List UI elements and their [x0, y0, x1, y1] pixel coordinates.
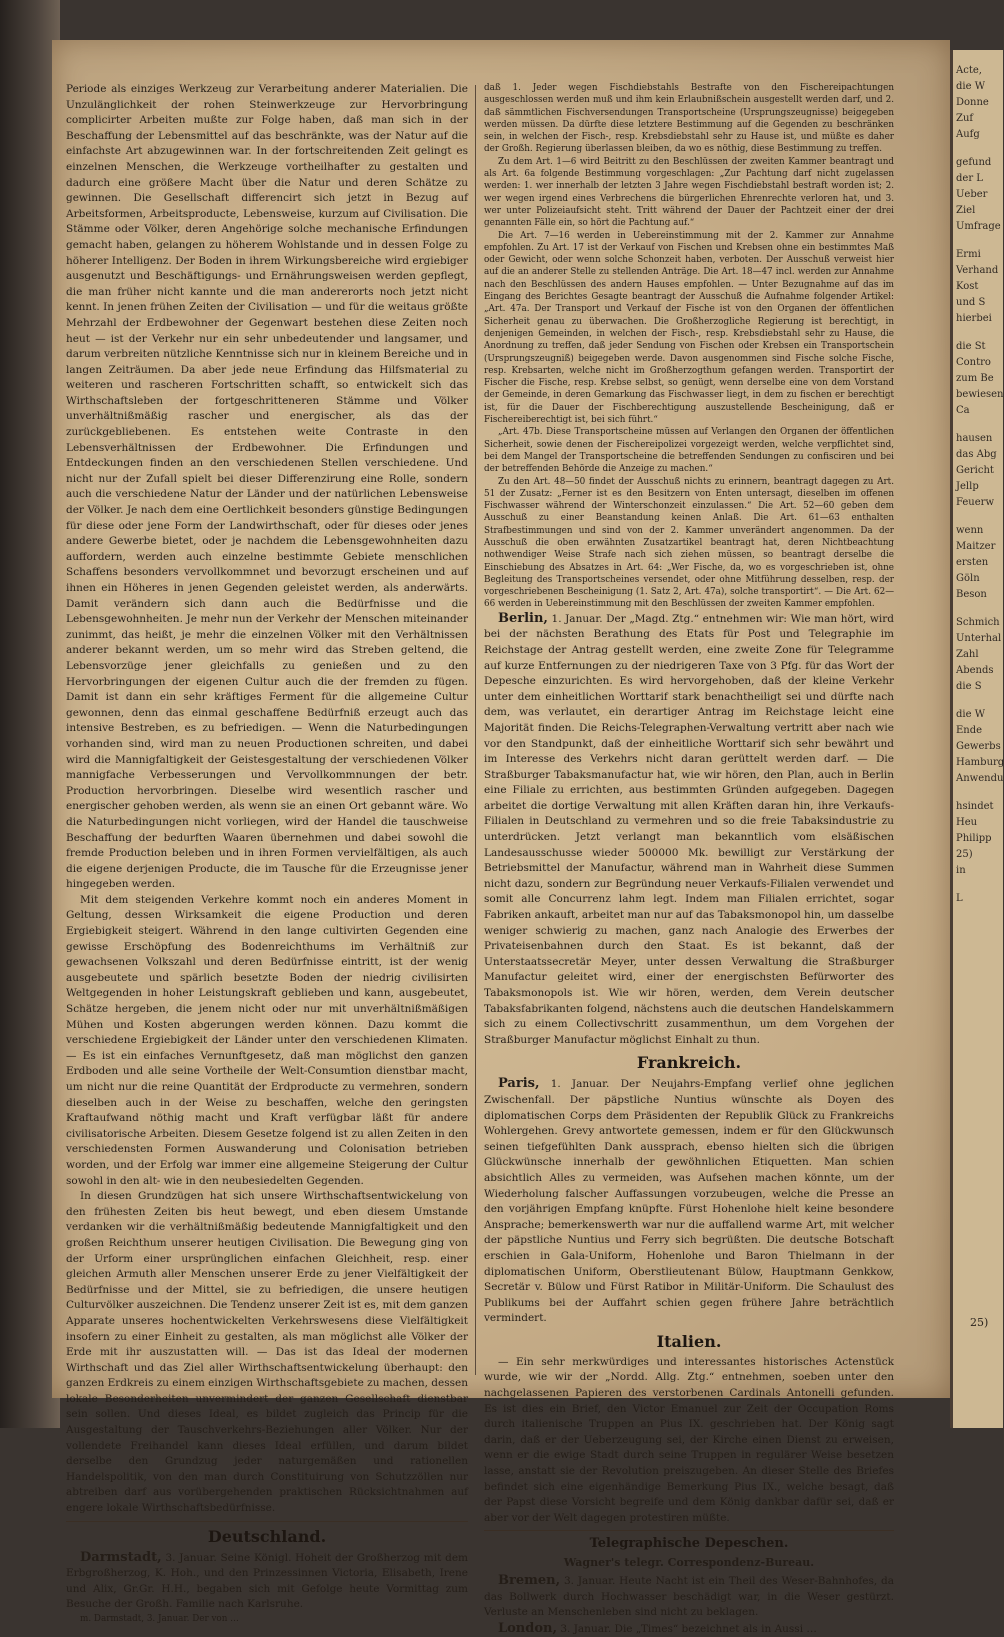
- report-paragraph: Zu dem Art. 1—6 wird Beitritt zu den Beschlüssen der zweiten Kammer beantragt und als Art. 6a folgende Bestimmung vorgeschlagen: „Zur Pachtung darf nicht zugelassen werden: 1. wer innerhalb der letzten 3 Jahre wegen Fischdiebstahl bestraft worden ist; 2. wer wegen irgend eines Verbrechens die bürgerlichen Ehrenrechte verloren hat, und 3. wer unter Polizeiaufsicht steht. Tritt während der Dauer der Pachtzeit einer der drei genannten Fälle ein, so hört die Pachtung auf.“: [484, 156, 894, 229]
- adjacent-page-fragment: Göln: [956, 573, 980, 584]
- dateline: Berlin,: [498, 610, 548, 626]
- section-heading-frankreich: Frankreich.: [636, 1053, 742, 1073]
- london-news: [484, 1621, 894, 1637]
- news-text: Seine Königl. Hoheit der Großherzog mit dem Erbgroßherzog, K. Hoh., und den Prinzessinnen Victoria, Elisabeth, Irene und Alix, Gr.Gr. H.H., begaben sich mit Gefolge heute Vormittag zum Besuche der Großh. Familie nach Karlsruhe.: [66, 1551, 468, 1611]
- adjacent-page-fragment: Ca: [956, 405, 970, 416]
- right-column: [484, 82, 894, 1637]
- adjacent-page-fragment: das Abg: [956, 449, 997, 460]
- adjacent-page-fragment: Schmich: [956, 617, 1000, 628]
- adjacent-page-fragment: hausen: [956, 433, 993, 444]
- darmstadt-news: [66, 1550, 468, 1613]
- adjacent-page-fragment: Gewerbs: [956, 741, 1001, 752]
- adjacent-page-fragment: und S: [956, 297, 986, 308]
- telegraph-heading: Telegraphische Depeschen.: [589, 1536, 789, 1552]
- article-paragraph: Periode als einziges Werkzeug zur Verarbeitung anderer Materialien. Die Unzulänglichkeit der rohen Steinwerkzeuge zur Hervorbringung complicirter Arbeiten mußte zur Folge haben, daß man sich in der Beschaffung der Lebensmittel auf das beschränkte, was der Natur auf die einfachste Art abzugewinnen war. In der fortschreitenden Zeit gelingt es einzelnen Menschen, die Werkzeuge vortheilhafter zu gestalten und dadurch eine größere Macht über die Natur und deren Schätze zu gewinnen. Die Gesellschaft differencirt sich jetzt in Bezug auf Arbeitsformen, Arbeitsproducte, Lebensweise, kurzum auf Civilisation. Die Stämme oder Völker, deren Angehörige solche mechanische Erfindungen gemacht haben, gelangen zu höherem Wohlstande und in dessen Folge zu höherer Intelligenz. Der Boden in ihrem Wirkungsbereiche wird ergiebiger ausgenutzt und Beschäftigungs- und Ernährungsweisen werden gepflegt, die man früher nicht kannte und die man andererorts noch jetzt nicht kennt. In jenen frühen Zeiten der Civilisation — und für die weitaus größte Mehrzahl der Erdbewohner der Gegenwart bestehen diese Zeiten noch heut — ist der Verkehr nur ein sehr unbedeutender und langsamer, und darum verbreiten nützliche Kenntnisse sich nur in kleinem Bereiche und in langen Zeiträumen. Da aber jede neue Erfindung das Hilfsmaterial zu weiteren und rascheren Fortschritten schafft, so entwickelt sich das Wirthschaftsleben der fortgeschritteneren Stämme und Völker unverhältnißmäßig rascher und energischer, als das der zurückgebliebenen. Es entstehen weite Contraste in den Lebensverhältnissen der Erdbewohner. Die Erfindungen und Entdeckungen finden an den verschiedenen Stellen verschiedene. Und nicht nur der Zufall spielt bei dieser Differenzirung eine Rolle, sondern auch die verschiedene Natur der Länder und der natürlichen Lebensweise der Völker. Je nach dem eine Oertlichkeit besonders günstige Bedingungen für diese oder jene Form der Landwirthschaft, oder für dieses oder jenes andere Gewerbe bietet, oder je nachdem die Lebensgewohnheiten dazu auffordern, werden auch einzelne bestimmte Gebiete menschlichen Schaffens besonders vervollkommnet und bevorzugt erscheinen und auf ihnen ein Höheres in jenen Gegenden geleistet werden, als anderwärts. Damit verändern sich dann auch die Bedürfnisse und die Lebensgewohnheiten. Je mehr nun der Verkehr der Menschen miteinander zunimmt, das heißt, je mehr die einzelnen Völker mit den Verhältnissen anderer bekannt werden, um so mehr wird das Streben geltend, die Lebensvorzüge jener gleichfalls zu genießen und zu den Hervorbringungen der eigenen Cultur auch die der fremden zu fügen. Damit ist dann ein sehr kräftiges Ferment für die allgemeine Cultur gewonnen, denn das einmal geschaffene Bedürfniß erzeugt auch das intensive Bestreben, es zu befriedigen. — Wenn die Naturbedingungen vorhanden sind, wird man zu neuen Productionen schreiten, und dabei wird die Mannigfaltigkeit der Geistesgestaltung der verschiedenen Völker mannigfache Verbesserungen und Vervollkommnungen der betr. Production hervorbringen. Dieselbe wird wesentlich rascher und energischer gehoben werden, als wenn sie an einen Ort gebannt wäre. Wo die Naturbedingungen nicht vorliegen, wird der Handel die tauschweise Beschaffung der bedurften Waaren übernehmen und dabei sowohl die fremde Production beleben und in ihren Formen vervielfältigen, als auch die eigene derjenigen Producte, die im Tausche für die Erzeugnisse jener hingegeben werden.: [66, 83, 468, 891]
- adjacent-page-strip: [950, 50, 1003, 1428]
- page-number: 25): [970, 1316, 989, 1329]
- date: 1. Januar.: [551, 612, 603, 625]
- adjacent-page-fragment: Gericht: [956, 465, 994, 476]
- adjacent-page-fragment: in: [956, 865, 966, 876]
- adjacent-page-fragment: Maitzer: [956, 541, 996, 552]
- adjacent-page-fragment: Aufg: [956, 129, 980, 140]
- adjacent-page-fragment: Anwendu: [956, 773, 1004, 784]
- adjacent-page-fragment: Ziel: [956, 205, 976, 216]
- news-text: Der „Magd. Ztg.“ entnehmen wir: Wie man hört, wird bei der nächsten Berathung des Etats für Post und Telegraphie im Reichstage der Antrag gestellt werden, eine zweite Zone für Telegramme auf kurze Entfernungen zu der niedrigeren Taxe von 3 Pfg. für das Wort der Depesche einzurichten. Es wird hervorgehoben, daß der kleine Verkehr unter dem einheitlichen Worttarif stark benachtheiligt sei und dürfte nach dem, was verlautet, ein derartiger Antrag im Reichstage leicht eine Majorität finden. Die Reichs-Telegraphen-Verwaltung vertritt aber nach wie vor den Standpunkt, daß der einheitliche Worttarif sich sehr bewährt und im Interesse des Verkehrs nicht daran gerüttelt werden darf. — Die Straßburger Tabaksmanufactur hat, wie wir hören, den Plan, auch in Berlin eine Filiale zu errichten, aus bestimmten Gründen aufgegeben. Dagegen arbeitet die dortige Verwaltung mit allen Kräften daran hin, ihre Verkaufs-Filialen in Deutschland zu vermehren und so die freie Tabaksindustrie zu unterdrücken. Jetzt verlangt man bekanntlich vom elsäßischen Landesausschusse wieder 500000 Mk. bewilligt zur Verstärkung der Betriebsmittel der Manufactur, während man in Wahrheit diese Summen nicht dazu, sondern zur Begründung neuer Verkaufs-Filialen verwendet und somit alle Concurrenz lahm legt. Indem man Filialen errichtet, sogar Fabriken ankauft, arbeitet man nur auf das Tabaksmonopol hin, um dasselbe weniger schwierig zu machen, ganz nach Analogie des Erwerbes der Privateisenbahnen durch den Staat. Es ist bekannt, daß der Unterstaatssecretär Meyer, unter dessen Verwaltung die Straßburger Manufactur geleitet wird, einer der energischsten Befürworter des Tabaksmonopols ist. Wie wir hören, werden, dem Verein deutscher Tabaksfabrikanten folgend, nächstens auch die deutschen Handelskammern sich zu einem Collectivschritt zusammenthun, um dem Vorgehen der Straßburger Manufactur möglichst Einhalt zu thun.: [484, 612, 895, 1046]
- adjacent-page-fragment: wenn: [956, 525, 984, 536]
- adjacent-page-fragment: Contro: [956, 357, 991, 368]
- adjacent-page-fragment: hsindet: [956, 801, 994, 812]
- adjacent-page-fragment: Heu: [956, 817, 978, 828]
- adjacent-page-fragment: hierbei: [956, 313, 992, 324]
- berlin-news: [484, 611, 894, 1049]
- newspaper-page: [52, 40, 950, 1636]
- dateline: Paris,: [498, 1076, 540, 1092]
- article-paragraph: In diesen Grundzügen hat sich unsere Wirthschaftsentwickelung von den frühesten Zeiten bis heut bewegt, und eben diesem Umstande verdanken wir die verhältnißmäßig bedeutende Mannigfaltigkeit und den großen Reichthum unserer heutigen Civilisation. Die Bewegung ging von der Urform einer ursprünglichen einfachen Gleichheit, resp. einer gleichen Armuth aller Menschen unserer Erde zu jener Vielfältigkeit der Bedürfnisse und der Mittel, sie zu befriedigen, die unsere heutigen Culturvölker auszeichnen. Die Tendenz unserer Zeit ist es, mit dem ganzen Apparate unseres hochentwickelten Verkehrswesens diese Vielfältigkeit insofern zu einer Einheit zu gestalten, als man möglichst alle Völker der Erde mit ihr auszustatten will. — Das ist das Ideal der modernen Wirthschaft und das Ziel aller Wirthschaftsentwickelung überhaupt: den ganzen Erdkreis zu einem einzigen Wirthschaftsgebiete zu machen, dessen lokale Besonderheiten unvermindert der ganzen Gesellschaft dienstbar sein sollen. Und dieses Ideal, es bildet zugleich das Princip für die Ausgestaltung der Tauschverkehrs-Beziehungen aller Völker. Nur der vollendete Freihandel kann dieses Ideal erfüllen, und darum bildet derselbe den Grundzug jeder naturgemäßen und rationellen Handelspolitik, von den man durch Constituirung von Schutzzöllen nur abtreiben darf aus vorübergehenden praktischen Rücksichtnahmen auf engere lokale Wirthschaftsbedürfnisse.: [66, 1190, 468, 1515]
- adjacent-page-fragment: Unterhal: [956, 633, 1002, 644]
- date: 3. Januar.: [165, 1551, 217, 1564]
- adjacent-page-fragment: Zuf: [956, 113, 974, 124]
- report-paragraph: daß 1. Jeder wegen Fischdiebstahls Bestrafte von den Fischereipachtungen ausgeschlossen werden muß und ihm kein Erlaubnißschein ausgestellt werden darf, und 2. daß sämmtlichen Fischversendungen Transportscheine (Ursprungszeugnisse) beigegeben werden müssen. Da dürfte diese letztere Bestimmung auf die Gegenden zu beschränken sein, in welchen der Fisch-, resp. Krebsdiebstahl sehr zu Hause ist, und müßte es daher der Großh. Regierung überlassen bleiben, da wo es nöthig, diese Bestimmung zu treffen.: [484, 83, 894, 155]
- adjacent-page-fragment: Umfrage: [956, 221, 1001, 232]
- dateline: Bremen,: [498, 1573, 561, 1589]
- adjacent-page-fragment: die W: [956, 709, 985, 720]
- adjacent-page-fragment: Feuerw: [956, 497, 995, 508]
- news-text: Die „Times“ bezeichnet als in Aussi …: [614, 1622, 817, 1635]
- adjacent-page-fragment: Philipp: [956, 833, 992, 844]
- adjacent-page-fragment: Kost: [956, 281, 979, 292]
- adjacent-page-fragment: die St: [956, 341, 986, 352]
- article-paragraph: Mit dem steigenden Verkehre kommt noch ein anderes Moment in Geltung, dessen Wirksamkeit die eigene Production und deren Ergiebigkeit steigert. Während in den lange cultivirten Gegenden eine gewisse Erschöpfung des Bodenreichthums im Verhältniß zur gewachsenen Volkszahl und deren Bedürfnisse eintritt, ist der wenig ausgebeutete und spärlich besetzte Boden der niedrig civilisirten Weltgegenden in hoher Leistungskraft geblieben und kann, ausgebeutet, Schätze hergeben, die jenem nicht oder nur mit unverhältnißmäßigen Mühen und Kosten abgerungen werden können. Dazu kommt die verschiedene Ergiebigkeit der Länder unter den verschiedenen Klimaten. — Es ist ein einfaches Vernunftgesetz, daß man möglichst den ganzen Erdboden und alle seine Vortheile der Welt-Consumtion dienstbar macht, um nicht nur die reine Quantität der Erdproducte zu vermehren, sondern dieselben auch in der Weise zu beschaffen, welche den geringsten Kraftaufwand nöthig macht und Kraft verfügbar läßt für andere civilisatorische Arbeiten. Diesem Gesetze folgend ist zu allen Zeiten in den verschiedensten Formen Auswanderung und Colonisation betrieben worden, und der Erfolg war immer eine allgemeine Steigerung der Cultur sowohl in den alt- wie in den neubesiedelten Gegenden.: [66, 893, 468, 1187]
- adjacent-page-fragment: Acte,: [956, 65, 982, 76]
- adjacent-page-fragment: die W: [956, 81, 985, 92]
- section-heading-italien: Italien.: [656, 1331, 722, 1351]
- news-text: Der Neujahrs-Empfang verlief ohne jeglichen Zwischenfall. Der päpstliche Nuntius wünschte als Doyen des diplomatischen Corps dem Präsidenten der Republik Glück zu Frankreichs Wohlergehen. Grevy antwortete gemessen, indem er für den Glückwunsch seinen tiefgefühlten Dank aussprach, ebenso hielten sich die übrigen Glückwünsche innerhalb der gewöhnlichen Etiquetten. Man schien absichtlich Alles zu vermeiden, was Aufsehen machen könnte, um der Wiederholung falscher Auffassungen vorzubeugen, welche die Presse an den vorjährigen Empfang knüpfte. Fürst Hohenlohe hielt keine besondere Ansprache; bemerkenswerth war nur die auffallend warme Art, mit welcher der päpstliche Nuntius und Ferry sich begrüßten. Die deutsche Botschaft erschien in Gala-Uniform, Hohenlohe und Baron Thielmann in der diplomatischen Uniform, Oberstlieutenant Bülow, Hauptmann Genkkow, Secretär v. Bülow und Fürst Ratibor in Militär-Uniform. Die Schaulust des Publikums bei der Auffahrt schien gegen frühere Jahre beträchtlich vermindert.: [484, 1078, 894, 1325]
- dateline: Darmstadt,: [80, 1549, 162, 1565]
- adjacent-page-fragment: 25): [956, 849, 973, 860]
- adjacent-page-fragment: ersten: [956, 557, 989, 568]
- bremen-news: [484, 1573, 894, 1621]
- adjacent-page-fragment: Hamburg: [956, 757, 1004, 768]
- dateline: London,: [498, 1620, 558, 1636]
- adjacent-page-fragment: der L: [956, 173, 983, 184]
- adjacent-page-fragment: Jellp: [956, 481, 979, 492]
- paris-news: [484, 1076, 894, 1327]
- adjacent-page-fragment: Verhand: [956, 265, 999, 276]
- telegraph-subheading: Wagner's telegr. Correspondenz-Bureau.: [563, 1556, 815, 1570]
- adjacent-page-fragment: Zahl: [956, 649, 979, 660]
- adjacent-page-fragments: [953, 64, 1003, 906]
- adjacent-page-fragment: L: [956, 893, 963, 904]
- adjacent-page-fragment: Donne: [956, 97, 989, 108]
- adjacent-page-fragment: Ende: [956, 725, 983, 736]
- adjacent-page-fragment: Ermi: [956, 249, 981, 260]
- report-paragraph: Zu den Art. 48—50 findet der Ausschuß nichts zu erinnern, beantragt dagegen zu Art. 51 der Zusatz: „Ferner ist es den Besitzern von Enten untersagt, dieselben im offenen Fischwasser während der Winterschonzeit einzulassen.“ Die Art. 52—60 geben dem Ausschuß zu einer Beanstandung keinen Anlaß. Die Art. 61—63 enthalten Strafbestimmungen und sind von der 2. Kammer unverändert angenommen. Da der Ausschuß die oben erwähnten Zusatzartikel beantragt hat, deren Nichtbeachtung nothwendiger Weise Strafe nach sich ziehen müssen, so beantragt derselbe die Einschiebung des Absatzes in Art. 64: „Wer Fische, da, wo es vorgeschrieben ist, ohne Begleitung des Transportscheines versendet, oder ohne Mitführung desselben, resp. der vorgeschriebenen Bescheinigung (1. Satz 2, Art. 47a), solche transportirt“. — Die Art. 62—66 werden in Uebereinstimmung mit den Beschlüssen der zweiten Kammer empfohlen.: [484, 476, 894, 610]
- adjacent-page-fragment: bewiesen: [956, 389, 1004, 400]
- adjacent-page-fragment: zum Be: [956, 373, 994, 384]
- date: 1. Januar.: [550, 1078, 610, 1091]
- italien-news: — Ein sehr merkwürdiges und interessantes historisches Actenstück wurde, wie wir der „Nordd. Allg. Ztg.“ entnehmen, soeben unter den nachgelassenen Papieren des verstorbenen Cardinals Antonelli gefunden. Es ist dies ein Brief, den Victor Emanuel zur Zeit der Occupation Roms durch italienische Truppen an Pius IX. geschrieben hat. Der König sagt darin, daß er der Ueberzeugung sei, der Kirche einen Dienst zu erweisen, wenn er die ewige Stadt durch seine Truppen in regulärer Weise besetzen lasse, anstatt sie der Revolution preiszugeben. An dieser Stelle des Briefes befindet sich eine eigenhändige Bemerkung Pius IX., welche besagt, daß der Papst diese Vorsicht begreife und dem König dankbar dafür sei, daß er aber vor der Welt dagegen protestiren müßte.: [484, 1355, 894, 1524]
- adjacent-page-fragment: die S: [956, 681, 982, 692]
- left-column: [66, 82, 468, 1625]
- column-divider: [475, 85, 476, 1375]
- adjacent-page-fragment: Beson: [956, 589, 987, 600]
- news-text: Heute Nacht ist ein Theil des Weser-Bahnhofes, da das Bollwerk durch Hochwasser beschädigt war, in die Weser gestürzt. Verluste an Menschenleben sind nicht zu beklagen.: [484, 1575, 894, 1619]
- adjacent-page-fragment: Abends: [956, 665, 994, 676]
- date: 3. Januar.: [560, 1622, 612, 1635]
- book-spine: [0, 0, 60, 1428]
- adjacent-page-fragment: gefund: [956, 157, 992, 168]
- date: 3. Januar.: [563, 1575, 616, 1588]
- adjacent-page-fragment: Ueber: [956, 189, 988, 200]
- section-rule: [484, 1530, 894, 1531]
- report-paragraph: Die Art. 7—16 werden in Uebereinstimmung mit der 2. Kammer zur Annahme empfohlen. Zu Art. 17 ist der Verkauf von Fischen und Krebsen ohne ein bestimmtes Maß oder Gewicht, oder wenn solche Schonzeit haben, verboten. Der Ausschuß verweist hier auf die an anderer Stelle zu stellenden Anträge. Die Art. 18—47 incl. werden zur Annahme nach den Beschlüssen des andern Hauses empfohlen. — Unter Bezugnahme auf das im Eingang des Berichtes Gesagte beantragt der Ausschuß die Aufnahme folgender Artikel: „Art. 47a. Der Transport und Verkauf der Fische ist von den Organen der öffentlichen Sicherheit genau zu überwachen. Die Großherzogliche Regierung ist berechtigt, in denjenigen Gemeinden, in welchen der Fisch-, resp. Krebsdiebstahl sehr zu Hause, die Anordnung zu treffen, daß jeder Sendung von Fischen oder Krebsen ein Transportschein (Ursprungszeugniß) beigegeben werde. Davon ausgenommen sind Fische solche Fische, resp. Krebsarten, welche nicht im Großherzogthum gefangen werden. Transportirt der Fischer die Fische, resp. Krebse selbst, so genügt, wenn derselbe eine von dem Vorstand der Gemeinde, in deren Gemarkung das Fischwasser liegt, in dem zu fischen er berechtigt ist, für die Dauer der Fischberechtigung auszustellende Bescheinigung, daß er Fischereiberechtigt ist, bei sich führt.“: [484, 230, 894, 426]
- report-paragraph: „Art. 47b. Diese Transportscheine müssen auf Verlangen den Organen der öffentlichen Sicherheit, sowie denen der Fischereipolizei vorgezeigt werden, welche verpflichtet sind, bei dem Mangel der Transportscheine die betreffenden Sendungen zu confisciren und bei der betreffenden Behörde die Anzeige zu machen.“: [484, 427, 894, 475]
- section-heading-deutschland: Deutschland.: [207, 1526, 327, 1546]
- darmstadt-report: m. Darmstadt, 3. Januar. Der von …: [80, 1614, 239, 1624]
- section-rule: [66, 1521, 468, 1522]
